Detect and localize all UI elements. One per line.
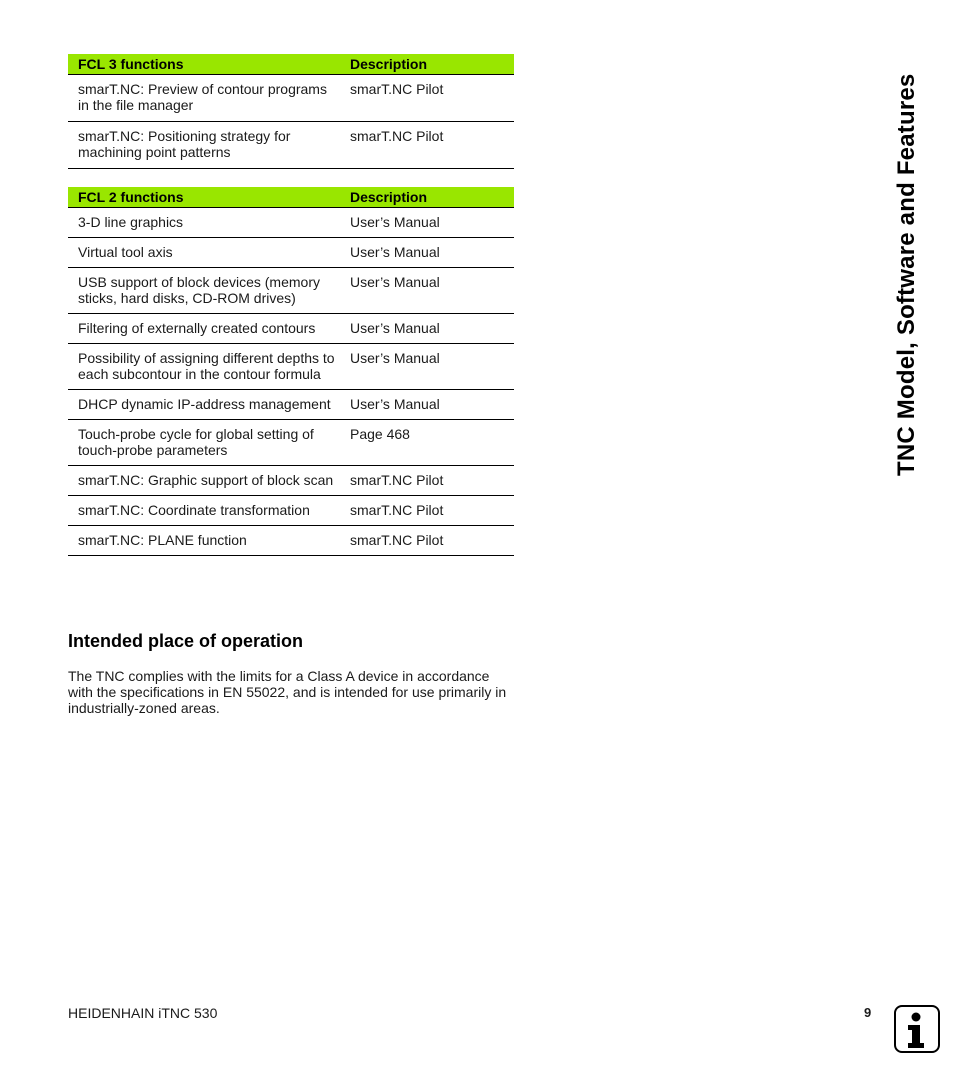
function-cell: 3-D line graphics xyxy=(68,208,340,238)
column-header-functions: FCL 3 functions xyxy=(68,54,340,75)
description-cell: User’s Manual xyxy=(340,238,514,268)
function-cell: Filtering of externally created contours xyxy=(68,314,340,344)
function-cell: Virtual tool axis xyxy=(68,238,340,268)
table-row xyxy=(68,496,514,526)
description-cell: smarT.NC Pilot xyxy=(340,526,514,556)
function-cell: smarT.NC: Preview of contour programs in the file manager xyxy=(68,75,340,122)
description-cell: User’s Manual xyxy=(340,344,514,390)
description-cell: User’s Manual xyxy=(340,314,514,344)
column-header-functions: FCL 2 functions xyxy=(68,187,340,208)
fcl3-functions-table xyxy=(68,54,514,169)
function-cell: Touch-probe cycle for global setting of touch-probe parameters xyxy=(68,420,340,466)
description-cell: User’s Manual xyxy=(340,390,514,420)
table-header-row xyxy=(68,187,514,208)
function-cell: smarT.NC: Coordinate transformation xyxy=(68,496,340,526)
info-icon xyxy=(894,1005,940,1053)
description-cell: Page 468 xyxy=(340,420,514,466)
function-cell: smarT.NC: Positioning strategy for machining point patterns xyxy=(68,122,340,169)
table-header-row xyxy=(68,54,514,75)
chapter-side-title: TNC Model, Software and Features xyxy=(893,73,920,476)
table-row xyxy=(68,420,514,466)
footer-product-name: HEIDENHAIN iTNC 530 xyxy=(68,1005,218,1021)
table-row xyxy=(68,238,514,268)
table-row xyxy=(68,526,514,556)
table-row xyxy=(68,466,514,496)
table-row xyxy=(68,314,514,344)
description-cell: smarT.NC Pilot xyxy=(340,466,514,496)
table-row xyxy=(68,122,514,169)
description-cell: smarT.NC Pilot xyxy=(340,122,514,169)
function-cell: DHCP dynamic IP-address management xyxy=(68,390,340,420)
function-cell: Possibility of assigning different depths to each subcontour in the contour formula xyxy=(68,344,340,390)
table-row xyxy=(68,344,514,390)
section-body-text: The TNC complies with the limits for a Class A device in accordance with the specifications in EN 55022, and is intended for use primarily in industrially-zoned areas. xyxy=(68,668,507,716)
table-row xyxy=(68,75,514,122)
description-cell: smarT.NC Pilot xyxy=(340,75,514,122)
page-number: 9 xyxy=(864,1005,872,1020)
info-icon-glyph xyxy=(896,1007,938,1051)
function-cell: smarT.NC: PLANE function xyxy=(68,526,340,556)
description-cell: User’s Manual xyxy=(340,268,514,314)
table-row xyxy=(68,268,514,314)
table-row xyxy=(68,208,514,238)
column-header-description: Description xyxy=(340,54,514,75)
description-cell: smarT.NC Pilot xyxy=(340,496,514,526)
column-header-description: Description xyxy=(340,187,514,208)
section-heading: Intended place of operation xyxy=(68,631,304,651)
function-cell: smarT.NC: Graphic support of block scan xyxy=(68,466,340,496)
function-cell: USB support of block devices (memory sticks, hard disks, CD-ROM drives) xyxy=(68,268,340,314)
description-cell: User’s Manual xyxy=(340,208,514,238)
table-row xyxy=(68,390,514,420)
fcl2-functions-table xyxy=(68,187,514,556)
